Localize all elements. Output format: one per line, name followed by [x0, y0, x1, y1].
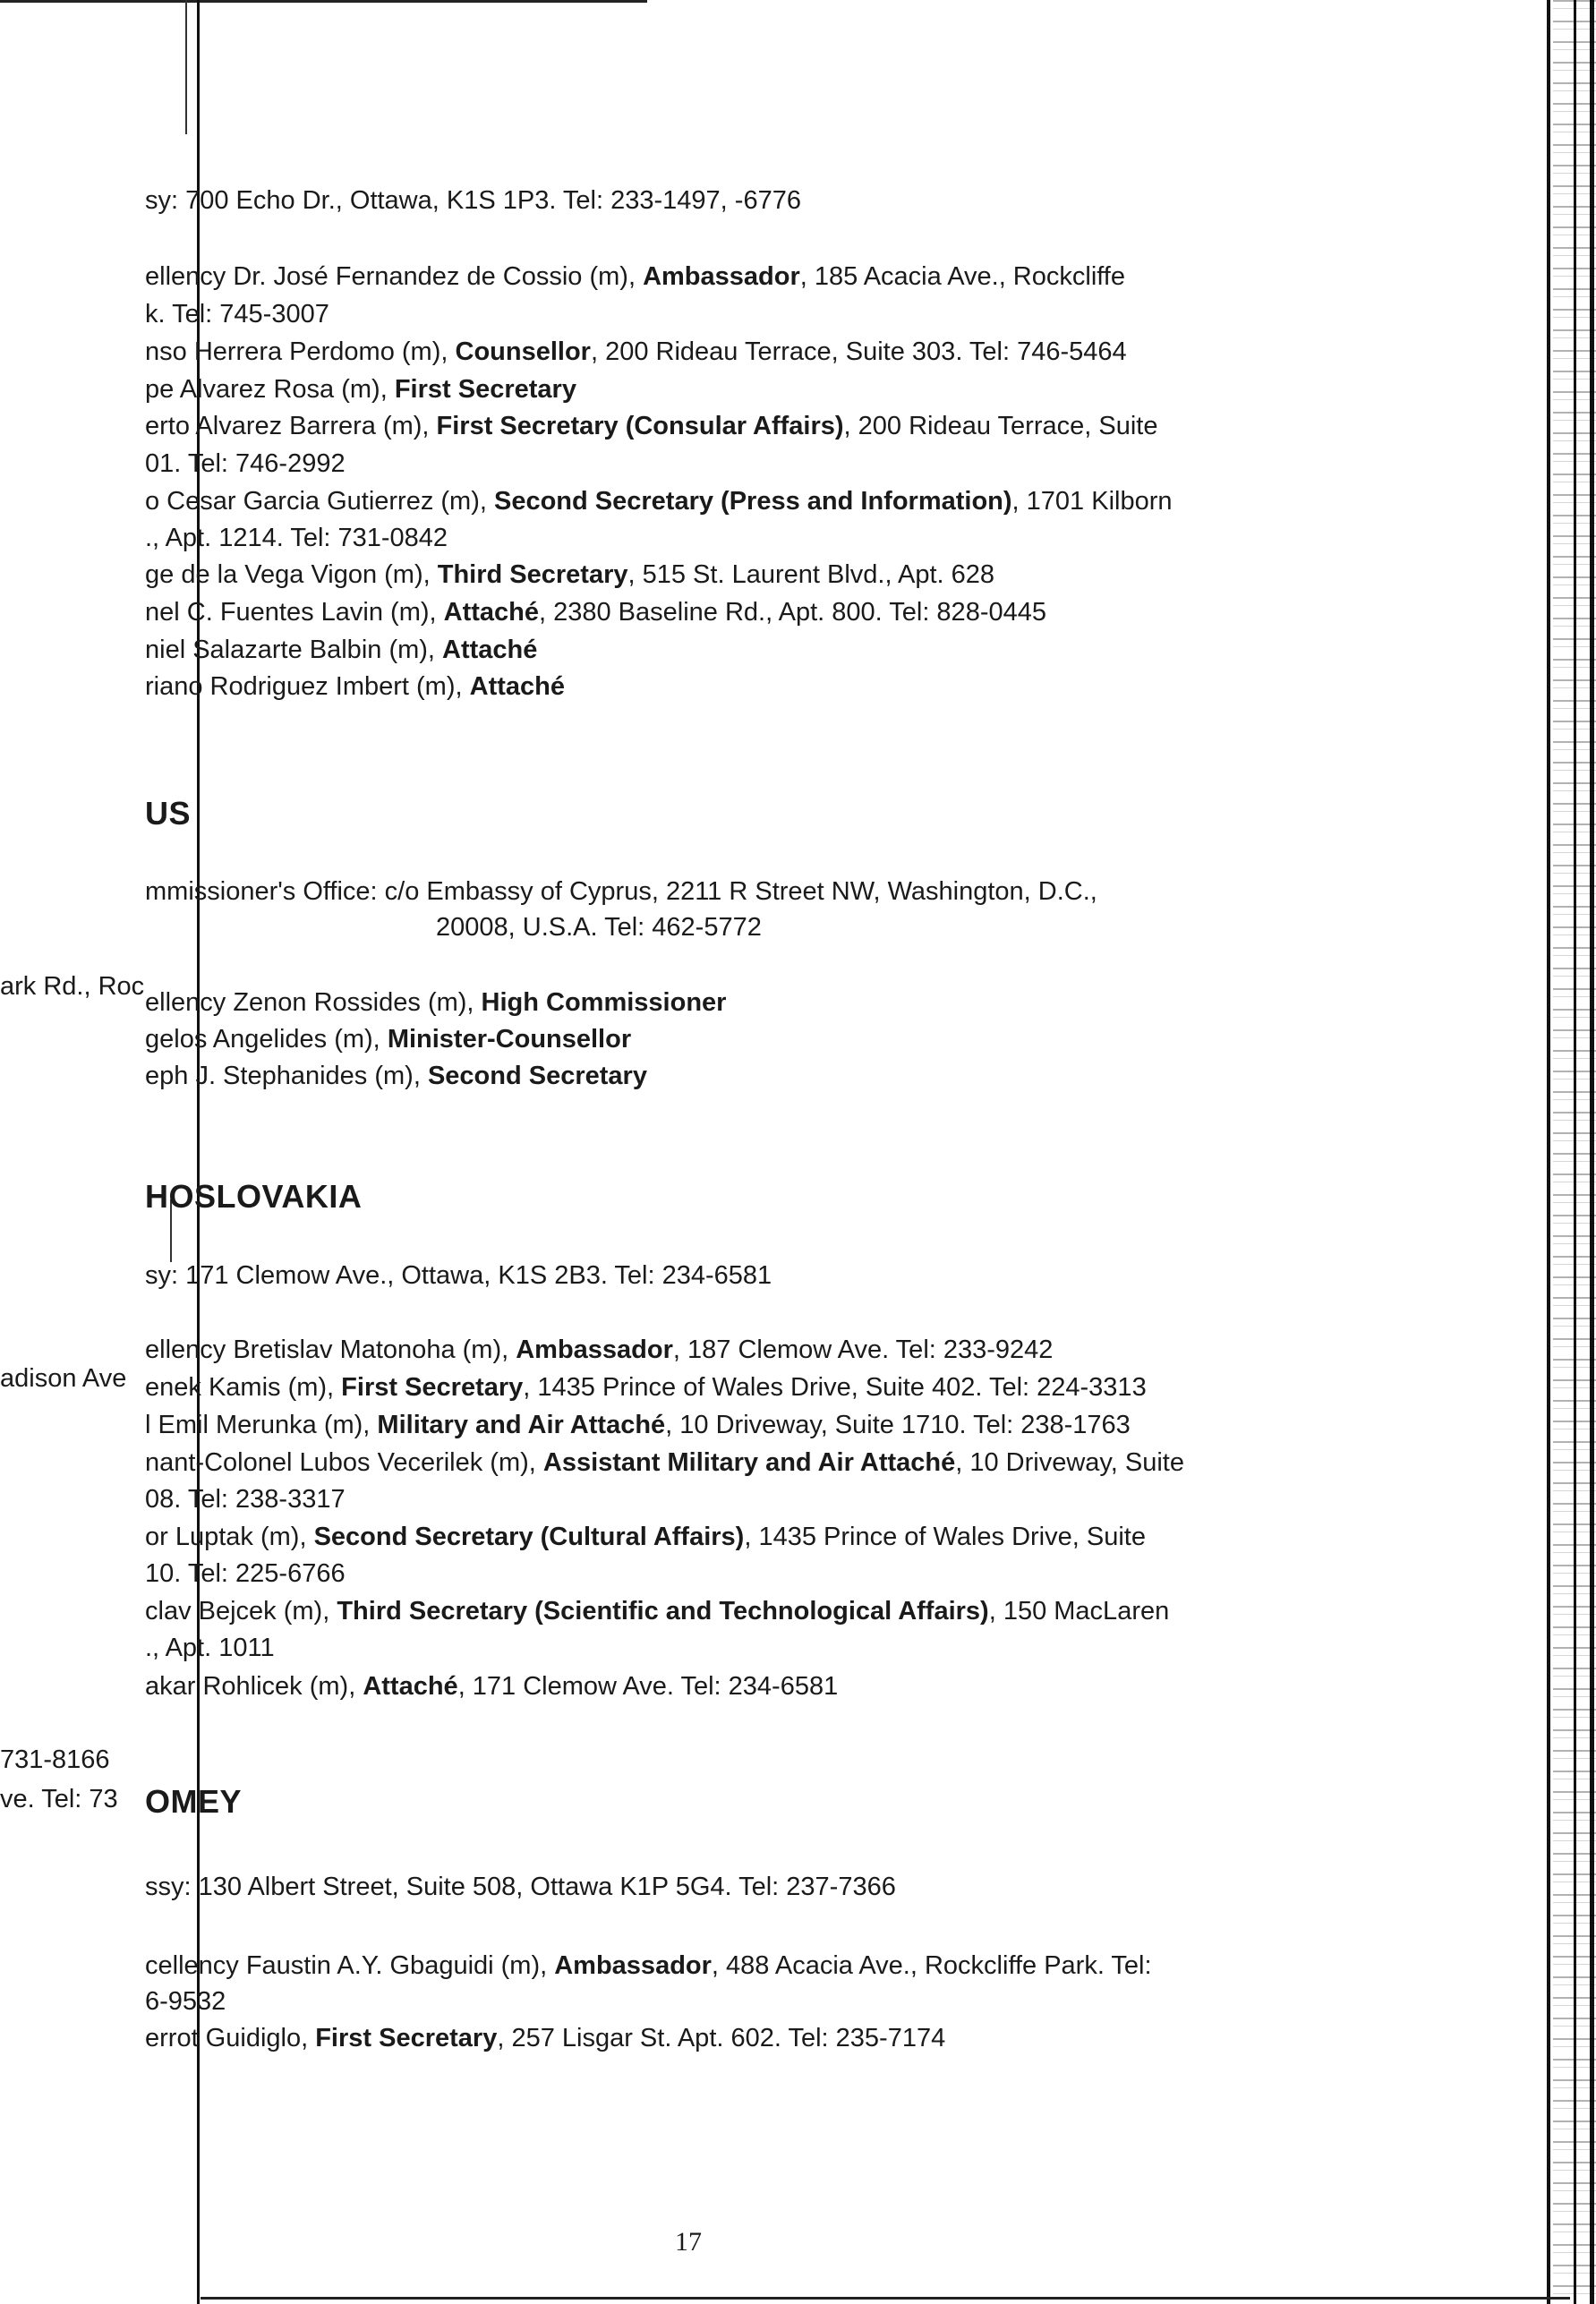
scan-bottom-edge — [201, 2297, 1570, 2300]
entry-line: eph J. Stephanides (m), Second Secretary — [145, 1062, 647, 1090]
entry-line: o Cesar Garcia Gutierrez (m), Second Secretary (Press and Information), 1701 Kilborn — [145, 487, 1173, 516]
entry-line: erto Alvarez Barrera (m), First Secretary (Consular Affairs), 200 Rideau Terrace, Suite — [145, 412, 1158, 440]
entry-line: nel C. Fuentes Lavin (m), Attaché, 2380 Baseline Rd., Apt. 800. Tel: 828-0445 — [145, 598, 1046, 627]
office-address-cont: 20008, U.S.A. Tel: 462-5772 — [436, 913, 762, 942]
entry-line: cellency Faustin A.Y. Gbaguidi (m), Ambassador, 488 Acacia Ave., Rockcliffe Park. Tel: — [145, 1951, 1152, 1980]
entry-line: ., Apt. 1011 — [145, 1634, 275, 1662]
scan-right-edge — [1547, 0, 1550, 2304]
adjacent-page-fragment: ark Rd., Roc — [0, 972, 145, 1001]
adjacent-page-fragment: adison Ave — [0, 1364, 127, 1393]
embassy-address: ssy: 130 Albert Street, Suite 508, Ottawa K1P 5G4. Tel: 237-7366 — [145, 1873, 896, 1901]
entry-line: k. Tel: 745-3007 — [145, 300, 329, 329]
entry-line: 6-9532 — [145, 1987, 226, 2016]
scan-noise — [1553, 0, 1596, 2304]
embassy-address: sy: 700 Echo Dr., Ottawa, K1S 1P3. Tel: 233-1497, -6776 — [145, 186, 801, 215]
entry-line: or Luptak (m), Second Secretary (Cultural Affairs), 1435 Prince of Wales Drive, Suite — [145, 1523, 1146, 1551]
entry-line: riano Rodriguez Imbert (m), Attaché — [145, 672, 565, 701]
entry-line: 08. Tel: 238-3317 — [145, 1485, 346, 1514]
entry-line: ellency Bretislav Matonoha (m), Ambassador, 187 Clemow Ave. Tel: 233-9242 — [145, 1335, 1054, 1364]
entry-line: nso Herrera Perdomo (m), Counsellor, 200 Rideau Terrace, Suite 303. Tel: 746-5464 — [145, 337, 1127, 366]
entry-line: errot Guidiglo, First Secretary, 257 Lisgar St. Apt. 602. Tel: 235-7174 — [145, 2024, 946, 2052]
entry-line: nant-Colonel Lubos Vecerilek (m), Assistant Military and Air Attaché, 10 Driveway, Suite — [145, 1448, 1184, 1477]
entry-line: 10. Tel: 225-6766 — [145, 1559, 346, 1588]
entry-line: ellency Dr. José Fernandez de Cossio (m), Ambassador, 185 Acacia Ave., Rockcliffe — [145, 262, 1125, 291]
entry-line: ge de la Vega Vigon (m), Third Secretary, 515 St. Laurent Blvd., Apt. 628 — [145, 560, 994, 589]
office-address: mmissioner's Office: c/o Embassy of Cyprus, 2211 R Street NW, Washington, D.C., — [145, 877, 1097, 906]
section-heading-czechoslovakia: HOSLOVAKIA — [145, 1178, 363, 1215]
entry-line: ., Apt. 1214. Tel: 731-0842 — [145, 524, 448, 552]
entry-line: ellency Zenon Rossides (m), High Commissioner — [145, 988, 727, 1017]
section-heading-dahomey: OMEY — [145, 1783, 243, 1820]
adjacent-page-fragment: 731-8166 — [0, 1745, 110, 1774]
entry-line: gelos Angelides (m), Minister-Counsellor — [145, 1025, 632, 1054]
scan-top-edge — [0, 0, 647, 3]
entry-line: l Emil Merunka (m), Military and Air Attaché, 10 Driveway, Suite 1710. Tel: 238-1763 — [145, 1411, 1131, 1439]
entry-line: enek Kamis (m), First Secretary, 1435 Prince of Wales Drive, Suite 402. Tel: 224-3313 — [145, 1373, 1147, 1402]
page-number: 17 — [675, 2227, 702, 2257]
entry-line: niel Salazarte Balbin (m), Attaché — [145, 636, 538, 664]
entry-line: 01. Tel: 746-2992 — [145, 449, 346, 478]
embassy-address: sy: 171 Clemow Ave., Ottawa, K1S 2B3. Tel: 234-6581 — [145, 1261, 772, 1290]
entry-line: pe Alvarez Rosa (m), First Secretary — [145, 375, 576, 404]
entry-line: akar Rohlicek (m), Attaché, 171 Clemow Ave. Tel: 234-6581 — [145, 1672, 839, 1701]
entry-line: clav Bejcek (m), Third Secretary (Scientific and Technological Affairs), 150 MacLaren — [145, 1597, 1170, 1626]
adjacent-page-fragment: ve. Tel: 73 — [0, 1785, 118, 1813]
section-heading-cyprus: US — [145, 795, 192, 832]
scan-margin-mark — [185, 0, 187, 134]
